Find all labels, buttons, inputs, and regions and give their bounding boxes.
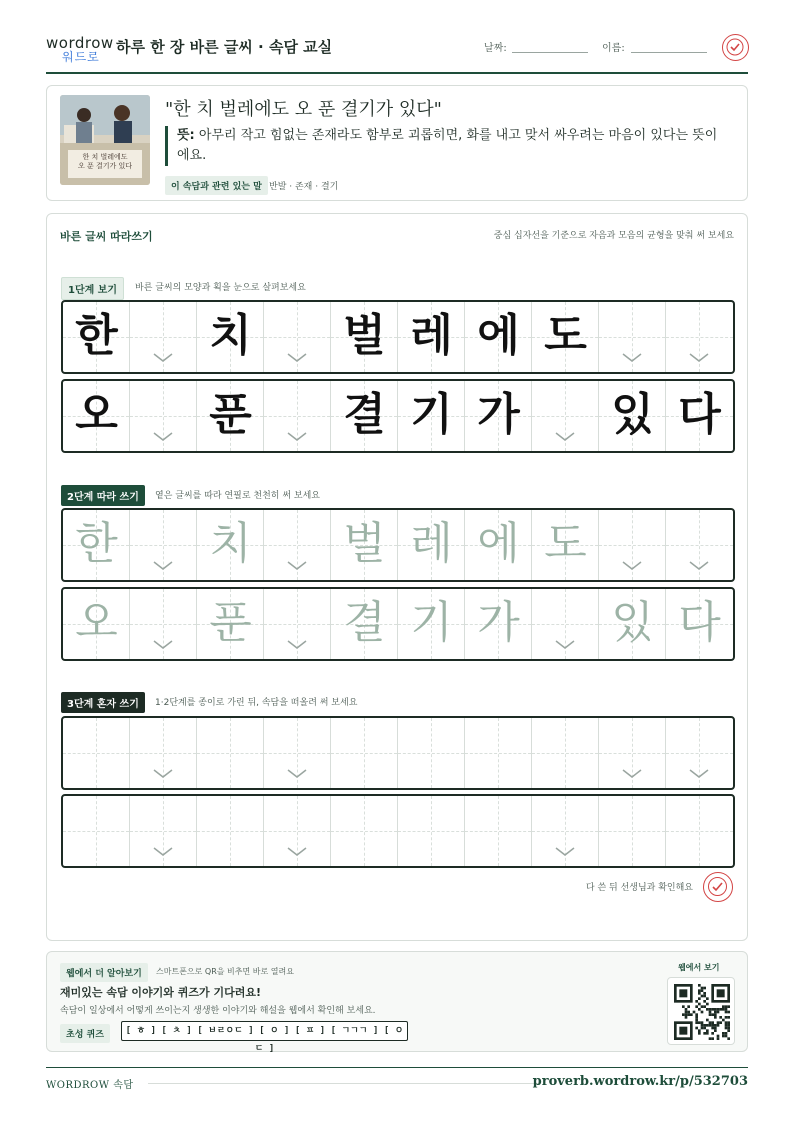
grid-cell — [197, 302, 264, 372]
name-field[interactable] — [631, 52, 707, 53]
footer-divider — [148, 1083, 538, 1084]
qr-module — [711, 1008, 714, 1011]
grid-char: 기 — [410, 597, 453, 648]
grid-guide-horizontal — [331, 831, 397, 832]
grid-guide-horizontal — [264, 416, 330, 417]
space-mark-icon — [621, 768, 643, 780]
grid-guide-horizontal — [666, 753, 733, 754]
grid-char: 도 — [544, 310, 587, 361]
qr-module — [698, 989, 701, 992]
grid-cell[interactable] — [465, 796, 532, 866]
grid-guide-horizontal — [465, 831, 531, 832]
qr-module — [717, 1008, 720, 1011]
footer-rule — [46, 1067, 748, 1068]
qr-module — [717, 1021, 720, 1024]
grid-char: 도 — [544, 518, 587, 569]
grid-cell — [599, 381, 666, 451]
grid-cell[interactable] — [197, 510, 264, 580]
qr-module — [695, 1005, 698, 1008]
grid-cell — [197, 381, 264, 451]
grid-char: 에 — [477, 310, 520, 361]
space-mark-icon — [688, 768, 710, 780]
qr-module — [722, 1005, 725, 1008]
grid-char: 있 — [611, 597, 654, 648]
grid-guide-horizontal — [197, 753, 263, 754]
date-label: 날짜: — [484, 43, 507, 54]
proverb-card — [46, 85, 748, 201]
illustration-caption-1: 한 치 벌레에도 — [82, 153, 128, 161]
qr-module — [709, 1021, 712, 1024]
grid-guide-horizontal — [264, 831, 330, 832]
qr-module — [722, 1032, 725, 1035]
qr-code-icon[interactable] — [667, 977, 735, 1045]
qr-module — [709, 1011, 712, 1014]
proverb-illustration — [60, 95, 150, 185]
grid-cell — [532, 302, 599, 372]
qr-module — [703, 1005, 706, 1008]
page-title: 하루 한 장 바른 글씨 · 속담 교실 — [116, 38, 333, 56]
grid-cell[interactable] — [197, 589, 264, 659]
qr-module — [706, 997, 709, 1000]
grid-cell[interactable] — [130, 589, 197, 659]
qr-module — [725, 1021, 728, 1024]
space-mark-icon — [152, 639, 174, 651]
grid-cell[interactable] — [63, 510, 130, 580]
teacher-stamp-icon — [703, 872, 733, 902]
grid-cell[interactable] — [599, 718, 666, 788]
qr-module — [695, 1016, 698, 1019]
qr-module — [685, 1013, 688, 1016]
grid-char: 오 — [75, 389, 118, 440]
qr-module — [685, 1011, 688, 1014]
qr-module — [703, 1027, 706, 1030]
qr-module — [725, 1035, 728, 1038]
space-mark-icon — [152, 560, 174, 572]
space-mark-icon — [554, 431, 576, 443]
teacher-note: 다 쓴 뒤 선생님과 확인해요 — [585, 883, 693, 893]
grid-guide-horizontal — [532, 753, 598, 754]
qr-module — [706, 1019, 709, 1022]
grid-char: 푼 — [209, 389, 252, 440]
stage3-row-1[interactable] — [61, 716, 735, 790]
grid-cell — [264, 381, 331, 451]
qr-finder — [717, 989, 725, 997]
grid-char: 한 — [75, 518, 118, 569]
grid-char: 기 — [410, 389, 453, 440]
qr-module — [714, 1029, 717, 1032]
qr-module — [698, 1003, 701, 1006]
qr-module — [706, 1003, 709, 1006]
grid-cell[interactable] — [331, 589, 398, 659]
grid-cell[interactable] — [130, 510, 197, 580]
grid-char: 벌 — [343, 310, 386, 361]
qr-module — [722, 1035, 725, 1038]
qr-module — [711, 1027, 714, 1030]
qr-module — [714, 1011, 717, 1014]
web-card — [46, 951, 748, 1052]
grid-guide-horizontal — [197, 831, 263, 832]
grid-cell[interactable] — [197, 718, 264, 788]
space-mark-icon — [554, 639, 576, 651]
qr-module — [703, 995, 706, 998]
grid-guide-horizontal — [666, 337, 733, 338]
qr-module — [706, 1029, 709, 1032]
qr-module — [717, 1011, 720, 1014]
grid-cell — [264, 302, 331, 372]
grid-cell[interactable] — [599, 589, 666, 659]
qr-module — [698, 1029, 701, 1032]
qr-module — [698, 992, 701, 995]
space-mark-icon — [554, 846, 576, 858]
grid-cell[interactable] — [532, 589, 599, 659]
qr-module — [698, 1032, 701, 1035]
grid-cell — [130, 302, 197, 372]
stage2-desc: 옅은 글씨를 따라 연필로 천천히 써 보세요 — [155, 491, 320, 501]
illustration-caption-2: 오 푼 결기가 있다 — [77, 162, 132, 170]
grid-guide-horizontal — [264, 337, 330, 338]
meaning-text: 아무리 작고 힘없는 존재라도 함부로 괴롭히면, 화를 내고 맞서 싸우려는 마음이 있다는 뜻이에요. — [177, 128, 718, 163]
grid-char: 에 — [477, 518, 520, 569]
qr-module — [711, 1037, 714, 1040]
web-badge: 웹에서 더 알아보기 — [60, 963, 148, 982]
qr-module — [695, 1000, 698, 1003]
qr-module — [722, 1008, 725, 1011]
qr-module — [701, 1021, 704, 1024]
qr-module — [711, 1032, 714, 1035]
grid-guide-horizontal — [130, 753, 196, 754]
stage3-badge: 3단계 혼자 쓰기 — [61, 692, 145, 713]
space-mark-icon — [152, 352, 174, 364]
qr-module — [695, 1019, 698, 1022]
qr-module — [698, 984, 701, 987]
grid-guide-horizontal — [63, 831, 129, 832]
qr-module — [709, 1024, 712, 1027]
qr-module — [714, 1008, 717, 1011]
chosung-quiz: [ ㅎ ] [ ㅊ ] [ ㅂㄹㅇㄷ ] [ ㅇ ] [ ㅍ ] [ ㄱㄱㄱ ] [ ㅇㄷ ] — [121, 1021, 408, 1041]
qr-module — [703, 1032, 706, 1035]
web-headline: 재미있는 속담 이야기와 퀴즈가 기다려요! — [60, 986, 261, 999]
space-mark-icon — [286, 560, 308, 572]
qr-module — [690, 1013, 693, 1016]
grid-cell[interactable] — [63, 796, 130, 866]
qr-module — [709, 1008, 712, 1011]
qr-module — [685, 1016, 688, 1019]
grid-guide-horizontal — [331, 753, 397, 754]
qr-module — [695, 1013, 698, 1016]
logo-korean: 워드로 — [62, 50, 100, 64]
space-mark-icon — [286, 431, 308, 443]
grid-char: 결 — [343, 597, 386, 648]
grid-char: 레 — [410, 518, 453, 569]
qr-module — [725, 1024, 728, 1027]
space-mark-icon — [286, 846, 308, 858]
grid-cell[interactable] — [264, 589, 331, 659]
qr-module — [698, 997, 701, 1000]
grid-guide-horizontal — [666, 545, 733, 546]
grid-char: 가 — [477, 597, 520, 648]
grid-char: 한 — [75, 310, 118, 361]
qr-module — [711, 1021, 714, 1024]
qr-module — [706, 1008, 709, 1011]
practice-card — [46, 213, 748, 941]
practice-title: 바른 글씨 따라쓰기 — [60, 230, 153, 243]
qr-module — [727, 1024, 730, 1027]
grid-char: 푼 — [209, 597, 252, 648]
grid-char: 다 — [678, 389, 721, 440]
grid-guide-horizontal — [264, 545, 330, 546]
qr-module — [703, 1000, 706, 1003]
grid-cell — [398, 302, 465, 372]
space-mark-icon — [286, 639, 308, 651]
space-mark-icon — [152, 768, 174, 780]
grid-char: 오 — [75, 597, 118, 648]
qr-module — [725, 1027, 728, 1030]
qr-module — [717, 1037, 720, 1040]
grid-cell — [465, 302, 532, 372]
space-mark-icon — [152, 431, 174, 443]
grid-cell — [398, 381, 465, 451]
grid-cell[interactable] — [331, 796, 398, 866]
web-desc: 속담이 일상에서 어떻게 쓰이는지 생생한 이야기와 해설을 웹에서 확인해 보세요. — [60, 1006, 376, 1016]
qr-module — [701, 1024, 704, 1027]
qr-module — [682, 1005, 685, 1008]
grid-cell — [331, 381, 398, 451]
grid-guide-horizontal — [130, 416, 196, 417]
quiz-label: 초성 퀴즈 — [60, 1024, 110, 1043]
wordrow-logo — [46, 34, 114, 66]
check-stamp-icon — [722, 34, 749, 61]
qr-module — [695, 1021, 698, 1024]
qr-module — [727, 1027, 730, 1030]
grid-cell[interactable] — [130, 718, 197, 788]
qr-module — [714, 1016, 717, 1019]
qr-module — [687, 1011, 690, 1014]
grid-guide-horizontal — [599, 753, 665, 754]
grid-guide-horizontal — [264, 753, 330, 754]
qr-module — [701, 1027, 704, 1030]
grid-cell[interactable] — [666, 589, 733, 659]
grid-cell[interactable] — [599, 796, 666, 866]
qr-module — [698, 1021, 701, 1024]
grid-char: 다 — [678, 597, 721, 648]
grid-guide-horizontal — [465, 753, 531, 754]
grid-cell — [331, 302, 398, 372]
grid-cell — [130, 381, 197, 451]
qr-module — [714, 1024, 717, 1027]
qr-module — [709, 1013, 712, 1016]
grid-guide-horizontal — [130, 831, 196, 832]
qr-module — [706, 1032, 709, 1035]
qr-module — [687, 1013, 690, 1016]
qr-module — [725, 1008, 728, 1011]
qr-module — [706, 1024, 709, 1027]
grid-guide-horizontal — [398, 753, 464, 754]
stage2-row-1[interactable] — [61, 508, 735, 582]
qr-module — [727, 1029, 730, 1032]
space-mark-icon — [688, 560, 710, 572]
qr-module — [714, 1027, 717, 1030]
grid-char: 있 — [611, 389, 654, 440]
qr-module — [727, 1005, 730, 1008]
grid-cell[interactable] — [398, 510, 465, 580]
grid-cell[interactable] — [398, 718, 465, 788]
qr-module — [725, 1032, 728, 1035]
grid-char: 가 — [477, 389, 520, 440]
qr-module — [685, 1008, 688, 1011]
qr-module — [717, 1035, 720, 1038]
grid-cell[interactable] — [465, 589, 532, 659]
stage1-row-2 — [61, 379, 735, 453]
space-mark-icon — [621, 352, 643, 364]
grid-guide-horizontal — [130, 337, 196, 338]
qr-module — [695, 1027, 698, 1030]
grid-cell[interactable] — [264, 796, 331, 866]
grid-char: 치 — [209, 518, 252, 569]
grid-guide-horizontal — [264, 624, 330, 625]
grid-cell[interactable] — [63, 589, 130, 659]
grid-cell — [666, 302, 733, 372]
related-words: 반발 · 존재 · 결기 — [269, 182, 339, 192]
qr-module — [703, 987, 706, 990]
grid-guide-horizontal — [63, 753, 129, 754]
grid-cell — [666, 381, 733, 451]
qr-module — [719, 1008, 722, 1011]
grid-guide-horizontal — [599, 337, 665, 338]
grid-guide-horizontal — [398, 831, 464, 832]
stage1-badge: 1단계 보기 — [61, 277, 124, 300]
grid-cell[interactable] — [666, 718, 733, 788]
qr-module — [714, 1013, 717, 1016]
grid-char: 레 — [410, 310, 453, 361]
stage3-row-2[interactable] — [61, 794, 735, 868]
grid-guide-horizontal — [130, 624, 196, 625]
qr-label: 웹에서 보기 — [678, 963, 720, 972]
grid-cell[interactable] — [666, 796, 733, 866]
grid-cell[interactable] — [264, 718, 331, 788]
proverb-meaning — [165, 126, 725, 166]
grid-cell — [599, 302, 666, 372]
page-header — [46, 30, 748, 74]
meaning-label: 뜻: — [177, 128, 195, 143]
name-label: 이름: — [602, 43, 625, 54]
qr-module — [727, 1016, 730, 1019]
qr-module — [725, 1016, 728, 1019]
grid-cell[interactable] — [264, 510, 331, 580]
proverb-title: "한 치 벌레에도 오 푼 결기가 있다" — [165, 99, 442, 120]
grid-guide-horizontal — [532, 831, 598, 832]
grid-cell[interactable] — [130, 796, 197, 866]
qr-module — [717, 1024, 720, 1027]
grid-guide-horizontal — [666, 831, 733, 832]
qr-module — [719, 1021, 722, 1024]
space-mark-icon — [621, 560, 643, 572]
grid-cell[interactable] — [666, 510, 733, 580]
grid-cell[interactable] — [599, 510, 666, 580]
qr-module — [703, 992, 706, 995]
grid-char: 결 — [343, 389, 386, 440]
grid-guide-horizontal — [130, 545, 196, 546]
footer-brand: WORDROW 속담 — [46, 1080, 134, 1091]
grid-guide-horizontal — [599, 831, 665, 832]
qr-module — [709, 1037, 712, 1040]
qr-module — [727, 1021, 730, 1024]
grid-cell — [465, 381, 532, 451]
qr-finder — [679, 989, 687, 997]
qr-module — [682, 1013, 685, 1016]
qr-module — [727, 1037, 730, 1040]
grid-cell[interactable] — [398, 589, 465, 659]
space-mark-icon — [152, 846, 174, 858]
grid-cell[interactable] — [532, 796, 599, 866]
web-hint: 스마트폰으로 QR을 비추면 바로 열려요 — [156, 967, 294, 976]
qr-module — [701, 995, 704, 998]
grid-char: 벌 — [343, 518, 386, 569]
qr-module — [719, 1016, 722, 1019]
grid-cell — [63, 381, 130, 451]
grid-cell[interactable] — [331, 718, 398, 788]
stage2-badge: 2단계 따라 쓰기 — [61, 485, 145, 506]
grid-guide-horizontal — [532, 624, 598, 625]
grid-cell — [532, 381, 599, 451]
footer-url[interactable]: proverb.wordrow.kr/p/532703 — [532, 1074, 748, 1089]
grid-cell[interactable] — [398, 796, 465, 866]
grid-cell[interactable] — [63, 718, 130, 788]
stage1-row-1 — [61, 300, 735, 374]
qr-finder — [679, 1027, 687, 1035]
qr-module — [701, 989, 704, 992]
practice-hint: 중심 십자선을 기준으로 자음과 모음의 균형을 맞춰 써 보세요 — [493, 231, 734, 241]
qr-module — [711, 1013, 714, 1016]
related-words-label: 이 속담과 관련 있는 말 — [165, 176, 268, 195]
space-mark-icon — [286, 352, 308, 364]
stage2-row-2[interactable] — [61, 587, 735, 661]
qr-module — [727, 1011, 730, 1014]
qr-module — [701, 1011, 704, 1014]
stage3-desc: 1·2단계를 종이로 가린 뒤, 속담을 떠올려 써 보세요 — [155, 698, 358, 708]
grid-cell[interactable] — [532, 510, 599, 580]
grid-cell — [63, 302, 130, 372]
grid-cell[interactable] — [465, 510, 532, 580]
qr-module — [725, 1011, 728, 1014]
qr-module — [701, 987, 704, 990]
stage1-desc: 바른 글씨의 모양과 획을 눈으로 살펴보세요 — [135, 283, 306, 293]
qr-module — [722, 1019, 725, 1022]
grid-guide-horizontal — [532, 416, 598, 417]
logo-wordmark: wordrow — [46, 34, 114, 52]
date-field[interactable] — [512, 52, 588, 53]
grid-cell[interactable] — [331, 510, 398, 580]
grid-cell[interactable] — [465, 718, 532, 788]
space-mark-icon — [286, 768, 308, 780]
grid-guide-horizontal — [599, 545, 665, 546]
qr-module — [711, 1024, 714, 1027]
grid-cell[interactable] — [197, 796, 264, 866]
qr-module — [703, 1024, 706, 1027]
grid-char: 치 — [209, 310, 252, 361]
qr-module — [701, 1005, 704, 1008]
space-mark-icon — [688, 352, 710, 364]
qr-module — [698, 1008, 701, 1011]
grid-cell[interactable] — [532, 718, 599, 788]
qr-module — [725, 1005, 728, 1008]
qr-module — [693, 1011, 696, 1014]
qr-module — [687, 1005, 690, 1008]
